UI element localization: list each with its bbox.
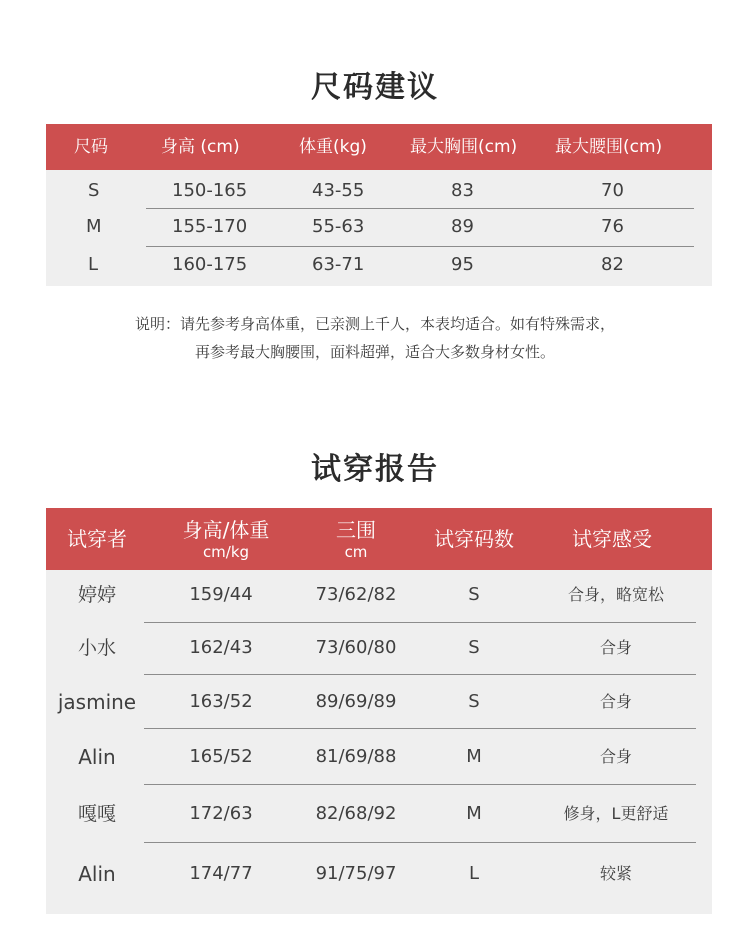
- try-size-cell: S: [468, 637, 480, 658]
- weight-cell: 55-63: [312, 216, 365, 237]
- table-row: [46, 208, 712, 246]
- header-tester: 试穿者: [67, 527, 127, 551]
- bust-cell: 83: [451, 180, 474, 201]
- header-height-weight-unit: cm/kg: [202, 543, 250, 561]
- try-size-cell: S: [468, 691, 480, 712]
- tester-name: 小水: [77, 637, 116, 659]
- header-weight: 体重(kg): [299, 137, 367, 157]
- height-weight-cell: 163/52: [189, 691, 253, 712]
- header-feeling: 试穿感受: [572, 527, 652, 551]
- table-row: [46, 675, 712, 729]
- feeling-cell: 合身，略宽松: [567, 585, 664, 604]
- size-guide-table: [46, 124, 712, 286]
- weight-cell: 43-55: [312, 180, 365, 201]
- header-height-weight: [166, 508, 286, 570]
- height-weight-cell: 162/43: [189, 637, 253, 658]
- height-cell: 155-170: [172, 216, 248, 237]
- feeling-cell: 合身: [599, 747, 632, 766]
- tester-name: 婷婷: [77, 584, 116, 606]
- size-note-line-2: 再参考最大胸腰围，面料超弹，适合大多数身材女性。: [194, 343, 555, 361]
- table-row: [46, 785, 712, 843]
- feeling-cell: 修身，L更舒适: [563, 804, 669, 823]
- bust-cell: 95: [451, 254, 474, 275]
- header-bust: 最大胸围(cm): [410, 137, 518, 157]
- height-weight-cell: 159/44: [189, 584, 253, 605]
- waist-cell: 82: [601, 254, 624, 275]
- feeling-cell: 较紧: [599, 864, 632, 883]
- height-cell: 160-175: [172, 254, 248, 275]
- feeling-cell: 合身: [599, 692, 632, 711]
- size-table-header: [46, 124, 712, 170]
- measurements-cell: 91/75/97: [315, 863, 397, 884]
- try-size-cell: S: [468, 584, 480, 605]
- tester-name: 嘎嘎: [77, 803, 116, 825]
- table-row: [46, 729, 712, 785]
- measurements-cell: 73/60/80: [315, 637, 397, 658]
- size-guide-title: 尺码建议: [311, 70, 439, 105]
- table-row: [46, 570, 712, 620]
- header-try-size: 试穿码数: [434, 527, 514, 551]
- bust-cell: 89: [451, 216, 474, 237]
- header-height-weight-title: 身高/体重: [182, 518, 270, 542]
- measurements-cell: 89/69/89: [315, 691, 397, 712]
- tester-name: jasmine: [57, 690, 137, 714]
- measurements-cell: 73/62/82: [315, 584, 397, 605]
- size-cell: L: [88, 254, 99, 275]
- height-weight-cell: 172/63: [189, 803, 253, 824]
- try-size-cell: L: [468, 863, 480, 884]
- header-waist: 最大腰围(cm): [555, 137, 663, 157]
- table-row: [46, 172, 712, 210]
- size-cell: M: [86, 216, 102, 237]
- height-weight-cell: 165/52: [189, 746, 253, 767]
- tester-name: Alin: [78, 862, 116, 886]
- table-row: [46, 246, 712, 284]
- table-row: [46, 843, 712, 905]
- height-weight-cell: 174/77: [189, 863, 253, 884]
- report-table-header: [46, 508, 712, 570]
- try-size-cell: M: [466, 803, 482, 824]
- waist-cell: 76: [601, 216, 624, 237]
- table-row: [46, 623, 712, 673]
- measurements-cell: 82/68/92: [315, 803, 397, 824]
- feeling-cell: 合身: [599, 638, 632, 657]
- waist-cell: 70: [601, 180, 624, 201]
- try-on-report-table: [46, 508, 712, 914]
- header-measurements-unit: cm: [344, 543, 368, 561]
- weight-cell: 63-71: [312, 254, 365, 275]
- header-height: 身高 (cm): [161, 137, 240, 157]
- header-measurements: [306, 508, 406, 570]
- size-note-line-1: 说明：请先参考身高体重，已亲测上千人，本表均适合。如有特殊需求，: [134, 315, 615, 333]
- height-cell: 150-165: [172, 180, 248, 201]
- size-cell: S: [88, 180, 100, 201]
- header-measurements-title: 三围: [336, 518, 376, 542]
- try-size-cell: M: [466, 746, 482, 767]
- header-size: 尺码: [74, 137, 108, 157]
- measurements-cell: 81/69/88: [315, 746, 397, 767]
- tester-name: Alin: [78, 745, 116, 769]
- try-on-report-title: 试穿报告: [311, 452, 439, 487]
